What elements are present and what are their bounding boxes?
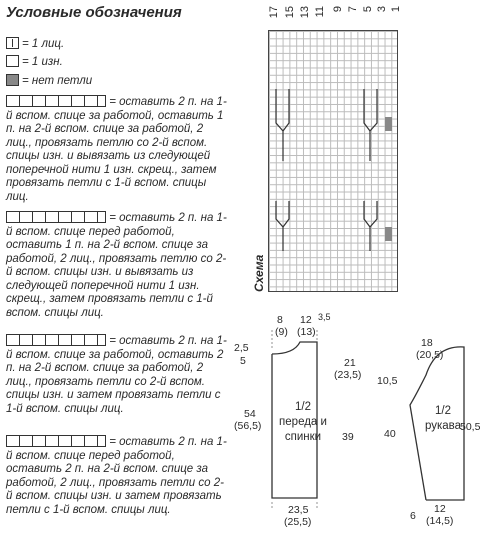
sleeve-top-b: (20,5) [416,349,444,361]
knitting-chart-grid [268,30,398,292]
body-label: 1/2 переда и спинки [279,401,327,443]
legend-purl-text: = 1 изн. [22,56,63,68]
sleeve-bottom-b: (14,5) [426,515,454,527]
legend-cross1-text: = оставить 2 п. на 1-й вспом. спице за работой, оставить 1 п. на 2-й вспом. спице за работой, 2 лиц., провязать петлю со 2-й вспом. спицы изн. и вывязать из следующей поперечной нити 1 изн. скрещ., затем провязать петли с 1-й вспом. спицы лиц. [6,96,227,203]
col-number: 1 [390,6,402,13]
legend-knit-text: = 1 лиц. [22,38,65,50]
body-top-width-2: 12 [300,314,312,326]
legend-cross2-text: = оставить 2 п. на 1-й вспом. спице перед работой, оставить 1 п. на 2-й вспом. спице за работой, 2 лиц., провязать петлю со 2-й вспом. спицы изн. и вывязать из следующей поперечной нити 1 изн. скрещ., затем провязать петли с 1-й вспом. спицы лиц. [6,212,227,319]
body-bottom-b: (25,5) [284,516,312,528]
body-bottom: 23,5 [288,504,309,516]
col-number: 9 [332,6,344,13]
cross3-symbol-icon [6,334,106,346]
body-side-top2: 5 [240,355,246,367]
cross1-symbol-icon [6,95,106,107]
legend-no-stitch-text: = нет петли [22,75,93,87]
col-number: 13 [299,6,311,19]
sleeve-length: 50,5 [460,421,481,433]
legend-cross4-text: = оставить 2 п. на 1-й вспом. спице перед работой, оставить 2 п. на 2-й вспом. спице за работой, 2 лиц., провязать петли со 2-й вспом. спицы изн. и затем провязать петли с 1-й вспом. спицы лиц. [6,436,227,516]
sleeve-cap: 10,5 [377,375,398,387]
body-top-width-1: 8 [277,314,283,326]
body-top-width-3: 3,5 [318,312,331,322]
legend-cross4 [6,435,228,517]
legend-cross3-text: = оставить 2 п. на 1-й вспом. спице за работой, оставить 2 п. на 2-й вспом. спице за работой, 2 лиц., провязать петли со 2-й вспом. спицы изн. и затем провязать петли с 1-й вспом. спицы лиц. [6,335,227,415]
sleeve-top: 18 [421,337,433,349]
legend-title: Условные обозначения [6,4,182,21]
cross4-symbol-icon [6,435,106,447]
body-length: 54 [244,408,256,420]
body-armhole: 21 [344,357,356,369]
col-number: 5 [362,6,374,13]
body-armhole-b: (23,5) [334,369,362,381]
knit-symbol-icon [6,37,19,49]
cable-marks [269,31,399,293]
legend-purl [6,55,228,70]
sleeve-side: 40 [384,428,396,440]
sleeve-bottom-a: 6 [410,510,416,522]
col-number: 17 [268,6,280,19]
no-stitch-symbol-icon [6,74,19,86]
chart-column-numbers [266,6,400,30]
body-side-top: 2,5 [234,342,249,354]
purl-symbol-icon [6,55,19,67]
col-number: 3 [376,6,388,13]
col-number: 15 [284,6,296,19]
col-number: 11 [314,6,326,18]
sleeve-label: 1/2 рукава [424,405,462,432]
chart-label: Схема [252,254,266,292]
legend-cross3 [6,334,228,416]
legend-cross2 [6,211,228,320]
body-top-width-2b: (13) [297,326,316,338]
cross2-symbol-icon [6,211,106,223]
sleeve-bottom: 12 [434,503,446,515]
legend-cross1 [6,95,228,204]
body-length-b: (56,5) [234,420,262,432]
legend-no-stitch [6,74,228,89]
col-number: 7 [347,6,359,13]
body-top-width-1b: (9) [275,326,288,338]
body-side-length: 39 [342,431,354,443]
legend-knit [6,37,228,52]
